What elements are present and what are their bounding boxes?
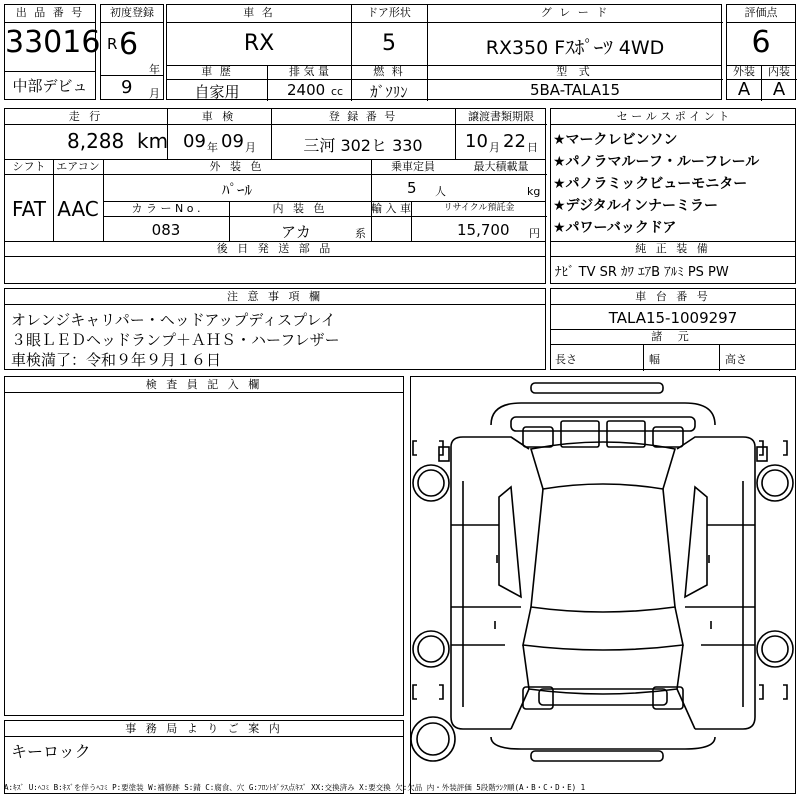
interior-grade-value: A [772, 79, 786, 100]
later-parts-label: 後 日 発 送 部 品 [5, 241, 545, 257]
sales-points-box [550, 108, 796, 284]
mileage-unit: km [137, 129, 169, 153]
notes-line: 車検満了：令和９年９月１６日 [11, 351, 222, 369]
grade-label: グ レ ー ド [427, 5, 723, 23]
load-label: 最大積載量 [455, 159, 547, 175]
details-box [4, 108, 546, 284]
door-value: 5 [382, 31, 396, 56]
sales-point-item: ★パノラミックビューモニター [553, 176, 748, 192]
mileage-value: 8,288 [67, 129, 125, 153]
load-unit: kg [527, 185, 541, 198]
chassis-label: 車 台 番 号 [551, 289, 795, 305]
mileage-label: 走 行 [5, 109, 167, 125]
recycle-unit: 円 [529, 227, 540, 240]
inspection-year-unit: 年 [207, 141, 218, 154]
transfer-day-unit: 日 [527, 141, 538, 154]
chassis-value: TALA15-1009297 [608, 309, 738, 327]
equipment-label: 純 正 装 備 [551, 241, 795, 257]
recycle-label: リサイクル預託金 [411, 201, 547, 217]
fuel-label: 燃 料 [351, 65, 427, 80]
grade-value: RX350 Fｽﾎﾟｰﾂ 4WD [485, 37, 665, 59]
sales-point-item: ★デジタルインナーミラー [553, 198, 719, 214]
notes-line: ３眼ＬＥＤヘッドランプ＋ＡＨＳ・ハーフレザー [11, 331, 340, 349]
length-label: 長さ [555, 353, 577, 366]
month-unit: 月 [149, 87, 160, 100]
door-label: ドア形状 [351, 5, 427, 23]
sales-points-label: セ ー ル ス ポ イ ン ト [551, 109, 795, 125]
sales-point-item: ★マークレビンソン [553, 132, 678, 148]
car-diagram [411, 377, 795, 793]
transfer-month-unit: 月 [489, 141, 500, 154]
first-reg-month: 9 [121, 77, 133, 98]
history-value: 自家用 [194, 83, 240, 101]
interior-color-unit: 系 [355, 227, 366, 240]
inspector-box [4, 376, 404, 716]
car-info-box [166, 4, 722, 100]
plate-label: 登 録 番 号 [271, 109, 455, 125]
ac-value: AAC [57, 197, 99, 221]
transfer-month: 10 [465, 131, 488, 152]
first-reg-year: 6 [119, 27, 139, 62]
notes-box [4, 288, 546, 370]
inspector-label: 検 査 員 記 入 欄 [5, 377, 403, 393]
height-label: 高さ [725, 353, 747, 366]
first-reg-label: 初度登録 [101, 5, 163, 23]
notes-line: オレンジキャリパー・ヘッドアップディスプレイ [11, 311, 336, 329]
inspection-year: 09 [183, 131, 206, 152]
lot-number: 33016 [5, 25, 101, 60]
capacity-label: 乗車定員 [371, 159, 455, 175]
first-registration-box [100, 4, 164, 100]
office-label: 事 務 局 よ り ご 案 内 [5, 721, 403, 737]
specs-label: 諸 元 [551, 329, 795, 345]
model-value: 5BA-TALA15 [529, 81, 621, 99]
recycle-value: 15,700 [457, 221, 510, 239]
transfer-label: 譲渡書類期限 [455, 109, 547, 125]
shift-value: FAT [11, 197, 46, 221]
displacement-value: 2400 [287, 81, 326, 99]
color-label: 外 装 色 [103, 159, 371, 175]
capacity-unit: 人 [435, 185, 446, 198]
score-label: 評価点 [727, 5, 795, 23]
color-no-label: カ ラ ー N o . [103, 201, 229, 217]
width-label: 幅 [649, 353, 660, 366]
lot-label: 出 品 番 号 [5, 5, 95, 23]
legend: A:ｷｽﾞ U:ﾍｺﾐ B:ｷｽﾞを伴うﾍｺﾐ P:要塗装 W:補修跡 S:錆 C:腐食、穴 G:ﾌﾛﾝﾄｶﾞﾗｽ点ｷｽﾞ XX:交換済み X:要交換 欠:欠品 内・外装評価 5段階ﾗﾝｸ順(A・B・C・D・E) 1 [4, 783, 586, 792]
history-label: 車 歴 [167, 65, 267, 80]
score-box [726, 4, 796, 100]
interior-color-value: アカ [281, 223, 311, 241]
era-letter: R [107, 35, 118, 53]
lot-box [4, 4, 101, 100]
interior-grade-label: 内装 [761, 65, 797, 80]
chassis-box [550, 288, 796, 370]
exterior-grade-value: A [737, 79, 751, 100]
debut-label: 中部デビュ [12, 77, 88, 95]
notes-label: 注 意 事 項 欄 [5, 289, 545, 305]
car-name: RX [243, 31, 275, 56]
sales-point-item: ★パノラマルーフ・ルーフレール [553, 154, 760, 170]
interior-color-label: 内 装 色 [229, 201, 371, 217]
inspection-month: 09 [221, 131, 244, 152]
inspection-label: 車 検 [167, 109, 271, 125]
displacement-unit: cc [331, 85, 344, 98]
equipment-value: ﾅﾋﾞ TV SR ｶﾜ ｴｱB ｱﾙﾐ PS PW [555, 265, 729, 280]
exterior-grade-label: 外装 [727, 65, 761, 80]
capacity-value: 5 [407, 179, 417, 197]
inspection-month-unit: 月 [245, 141, 256, 154]
transfer-day: 22 [503, 131, 526, 152]
car-diagram-box [410, 376, 796, 794]
office-value: キーロック [11, 742, 91, 761]
model-label: 型 式 [427, 65, 723, 80]
displacement-label: 排 気 量 [267, 65, 351, 80]
ac-label: エアコン [53, 159, 103, 175]
color-no-value: 083 [151, 221, 181, 239]
shift-label: シフト [5, 159, 53, 175]
import-label: 輸 入 車 [371, 202, 411, 215]
car-name-label: 車 名 [167, 5, 351, 23]
year-unit: 年 [149, 63, 160, 76]
color-value: ﾊﾟｰﾙ [221, 181, 252, 199]
score-value: 6 [751, 25, 771, 60]
sales-point-item: ★パワーバックドア [553, 220, 677, 236]
fuel-value: ｶﾞｿﾘﾝ [370, 83, 408, 101]
plate-value: 三河 302ヒ 330 [303, 136, 423, 155]
